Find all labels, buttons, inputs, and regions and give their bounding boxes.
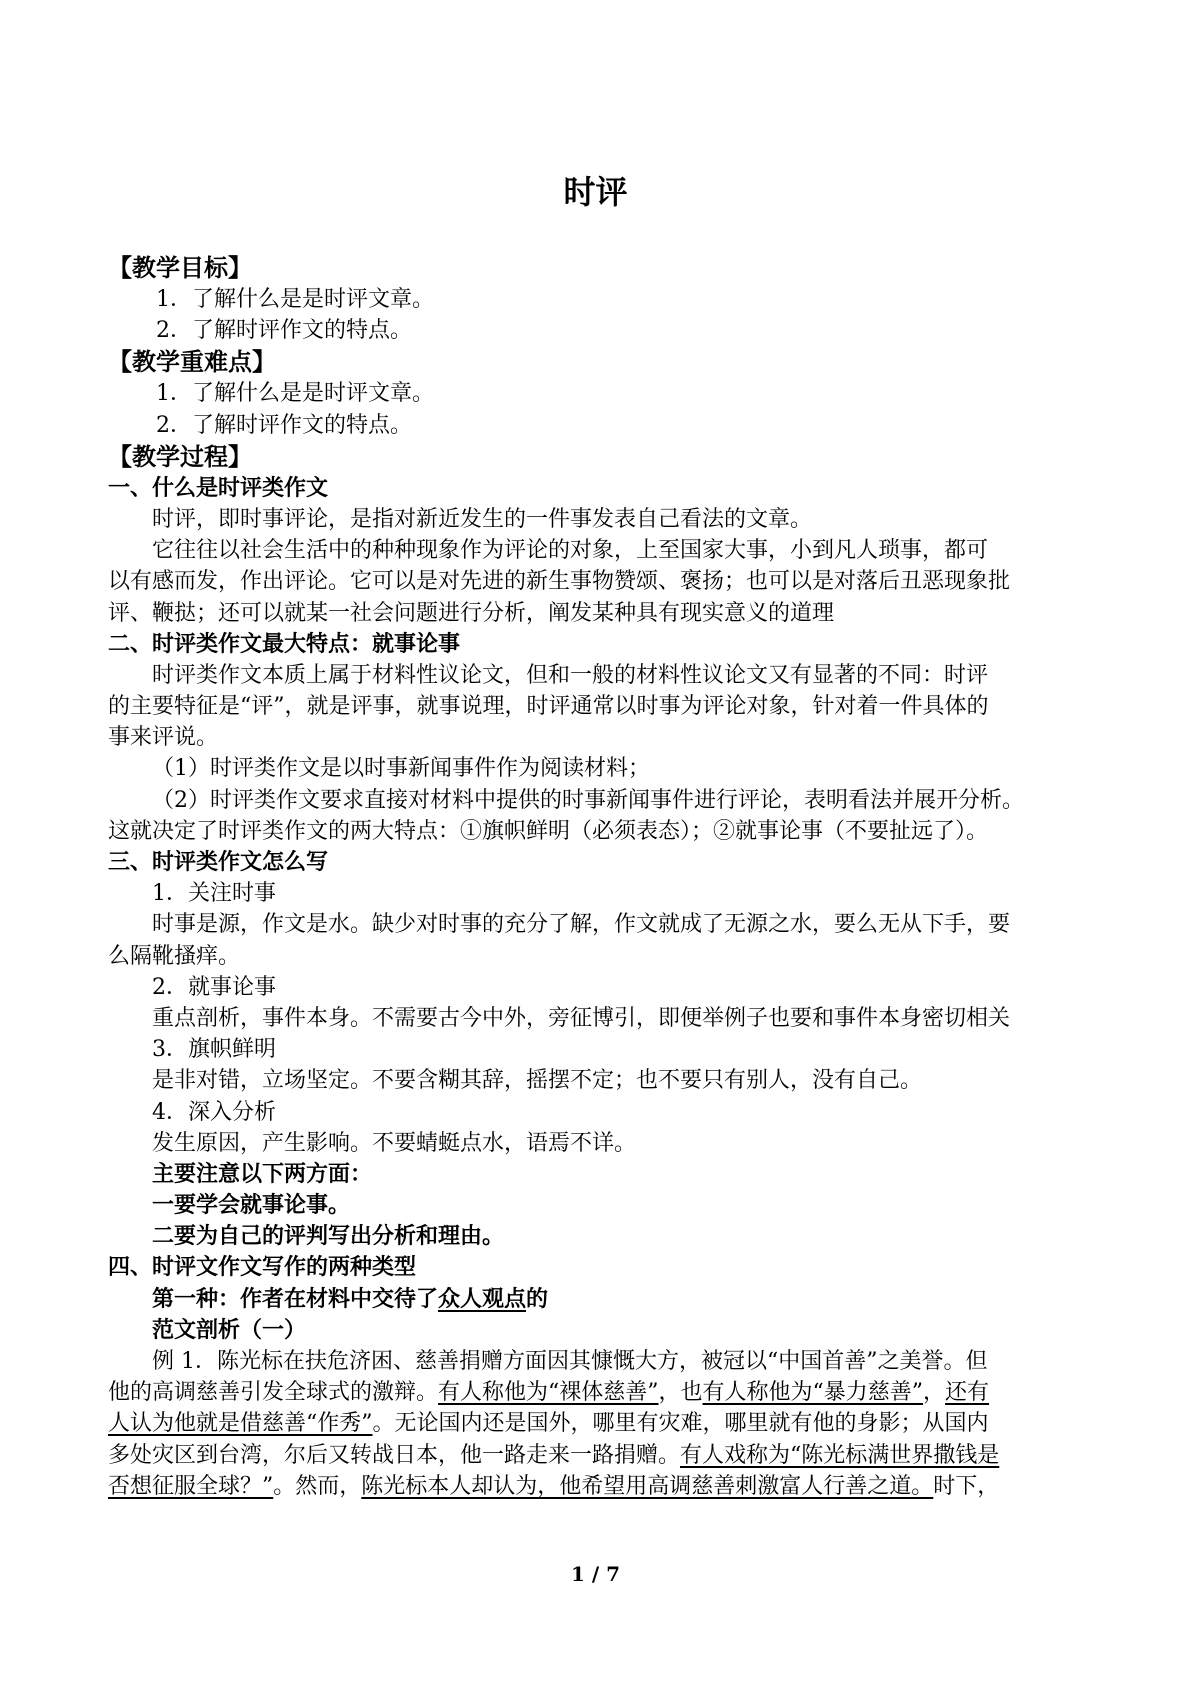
example-line	[108, 1440, 1088, 1471]
goal-item: 2．了解时评作文的特点。	[156, 318, 412, 344]
text-span: 。无论国内还是国外，哪里有灾难，哪里就有他的身影；从国内	[372, 1411, 989, 1437]
heading-what-is-commentary: 一、什么是时评类作文	[108, 475, 329, 501]
note-line: 二要为自己的评判写出分析和理由。	[152, 1224, 505, 1250]
current-page: 1	[570, 1562, 585, 1586]
example-line: 例 1．陈光标在扶危济困、慈善捐赠方面因其慷慨大方，被冠以“中国首善”之美誉。但	[152, 1349, 988, 1374]
underlined-opinion: 有人称他为“暴力慈善”	[702, 1380, 924, 1406]
paragraph-line: 评、鞭挞；还可以就某一社会问题进行分析，阐发某种具有现实意义的道理	[108, 600, 835, 626]
text-span: 。然而，	[273, 1473, 362, 1499]
document-body	[108, 252, 1088, 1502]
page-separator: /	[591, 1562, 600, 1586]
text-span: 他的高调慈善引发全球式的激辩。	[108, 1380, 439, 1406]
type-one-underlined: 众人观点	[438, 1286, 527, 1312]
underlined-opinion: 陈光标本人却认为，他希望用高调慈善刺激富人行善之道。	[361, 1473, 934, 1499]
paragraph-line: 时评类作文本质上属于材料性议论文，但和一般的材料性议论文又有显著的不同：时评	[152, 662, 989, 688]
underlined-opinion: 还有	[945, 1380, 990, 1406]
paragraph-line: 重点剖析，事件本身。不需要古今中外，旁征博引，即便举例子也要和事件本身密切相关	[152, 1005, 1011, 1031]
underlined-opinion: 有人称他为“裸体慈善”	[438, 1380, 659, 1406]
note-line: 主要注意以下两方面：	[152, 1161, 373, 1187]
paragraph-line: 是非对错，立场坚定。不要含糊其辞，摇摆不定；也不要只有别人，没有自己。	[152, 1068, 923, 1094]
type-one-line	[108, 1284, 1088, 1315]
point-title: 2．就事论事	[152, 974, 276, 1000]
underlined-opinion: 有人戏称为“陈光标满世界撒钱是	[680, 1442, 1000, 1468]
text-span: ，也	[658, 1380, 703, 1406]
point-title: 3．旗帜鲜明	[152, 1037, 276, 1063]
paragraph-line: 时评，即时事评论，是指对新近发生的一件事发表自己看法的文章。	[152, 506, 813, 532]
text-span: ，	[923, 1380, 946, 1406]
goal-item: 1．了解什么是是时评文章。	[156, 287, 434, 312]
example-line	[108, 1408, 1088, 1439]
paragraph-line: 时事是源，作文是水。缺少对时事的充分了解，作文就成了无源之水，要么无从下手，要	[152, 912, 1011, 938]
point-title: 1．关注时事	[152, 881, 276, 907]
page-number	[0, 1562, 1191, 1586]
analysis-heading: 范文剖析（一）	[152, 1317, 307, 1343]
paragraph-line: 这就决定了时评类作文的两大特点：①旗帜鲜明（必须表态）；②就事论事（不要扯远了）。	[108, 818, 989, 844]
list-item: （1）时评类作文是以时事新闻事件作为阅读材料；	[152, 756, 650, 782]
section-heading-difficulties: 【教学重难点】	[108, 348, 276, 377]
section-heading-process: 【教学过程】	[108, 442, 252, 471]
type-one-prefix: 第一种：作者在材料中交待了	[152, 1286, 439, 1312]
text-span: 时下，	[933, 1473, 1000, 1499]
paragraph-line: 的主要特征是“评”，就是评事，就事说理，时评通常以时事为评论对象，针对着一件具体的	[108, 694, 989, 720]
paragraph-line: 以有感而发，作出评论。它可以是对先进的新生事物赞颂、褒扬；也可以是对落后丑恶现象批	[108, 569, 1011, 595]
point-title: 4．深入分析	[152, 1099, 276, 1125]
example-line	[108, 1471, 1088, 1502]
note-line: 一要学会就事论事。	[152, 1193, 351, 1219]
text-span: 多处灾区到台湾，尔后又转战日本，他一路走来一路捐赠。	[108, 1442, 681, 1468]
paragraph-line: 事来评说。	[108, 725, 219, 751]
heading-how-to-write: 三、时评类作文怎么写	[108, 850, 329, 875]
paragraph-line: 它往往以社会生活中的种种现象作为评论的对象，上至国家大事，小到凡人琐事，都可	[152, 538, 989, 564]
list-item: （2）时评类作文要求直接对材料中提供的时事新闻事件进行评论，表明看法并展开分析。	[152, 787, 1025, 813]
heading-main-feature: 二、时评类作文最大特点：就事论事	[108, 631, 461, 657]
page-title: 时评	[563, 173, 628, 211]
underlined-opinion: 人认为他就是借慈善“作秀”	[108, 1411, 373, 1437]
difficulty-item: 1．了解什么是是时评文章。	[156, 381, 434, 407]
section-heading-goals: 【教学目标】	[108, 254, 252, 282]
type-one-suffix: 的	[526, 1286, 549, 1312]
total-pages: 7	[606, 1562, 621, 1586]
underlined-opinion: 否想征服全球？”	[108, 1473, 274, 1499]
difficulty-item: 2．了解时评作文的特点。	[156, 412, 412, 438]
paragraph-line: 发生原因，产生影响。不要蜻蜓点水，语焉不详。	[152, 1130, 637, 1156]
paragraph-line: 么隔靴搔痒。	[108, 943, 241, 969]
example-line	[108, 1377, 1088, 1408]
heading-two-types: 四、时评文作文写作的两种类型	[108, 1255, 417, 1281]
